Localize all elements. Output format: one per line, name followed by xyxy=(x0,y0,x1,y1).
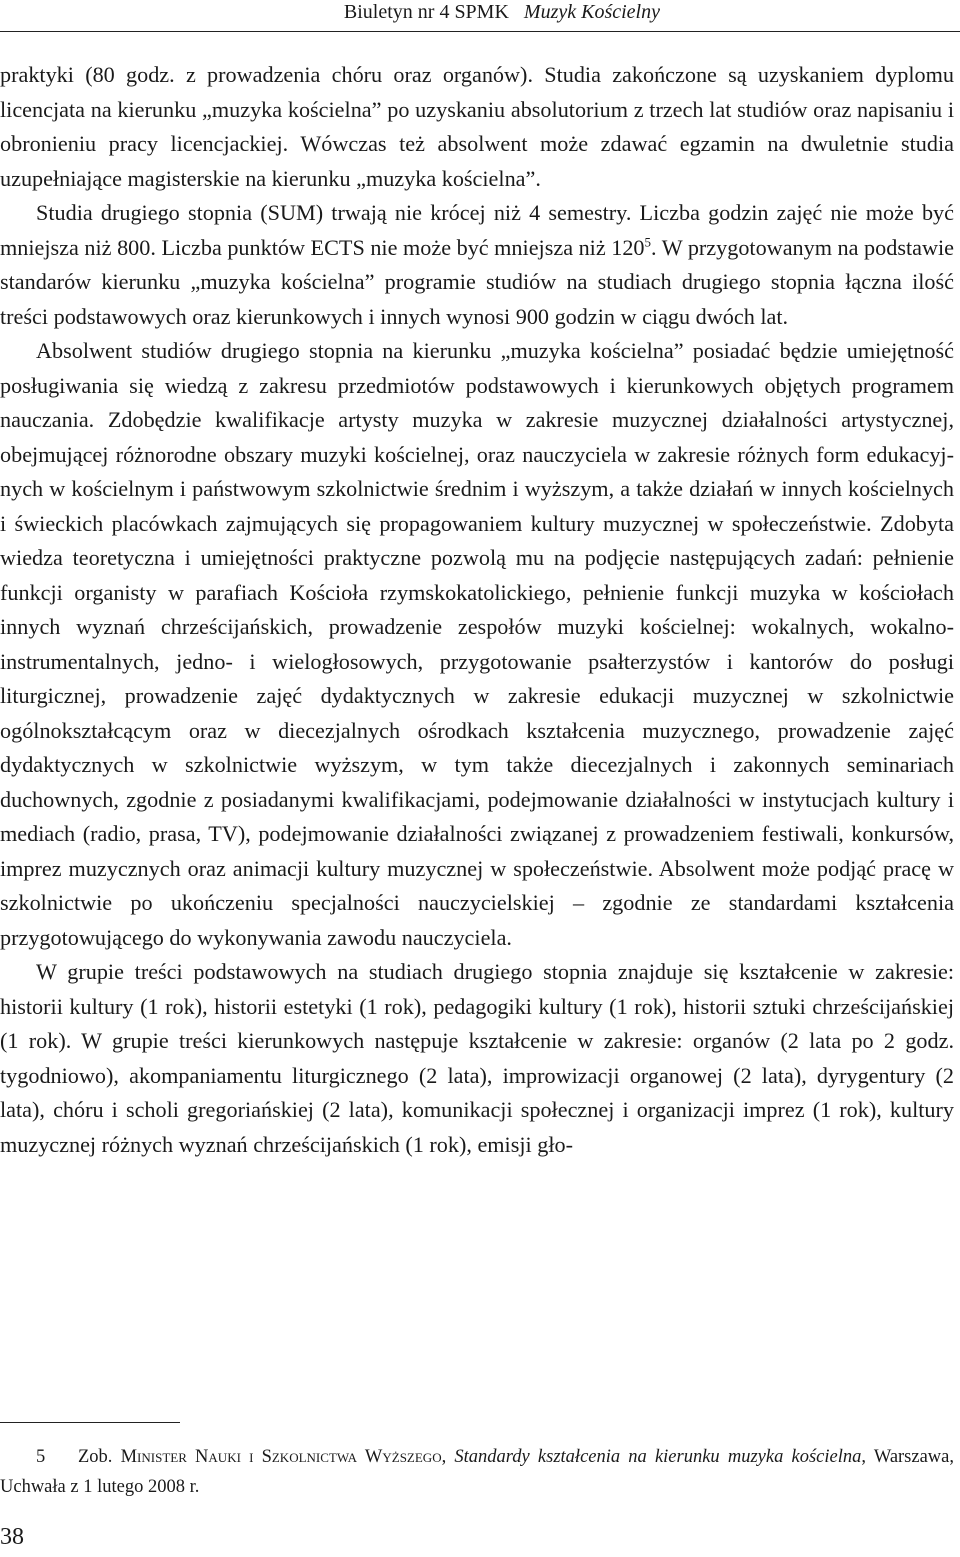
footnote-rule xyxy=(0,1422,180,1423)
paragraph-3: Absolwent studiów drugiego stopnia na kierunku „muzyka kościelna” posiadać będzie umiejętność posługiwania się wiedzą z zakresu przedmiotów podstawowych i kierunkowych objętych programem nauczania. Zdobędzie kwalifikacje artysty muzyka w zakresie muzycznej działalności artystycznej, obejmującej różnorodne obszary muzyki kościelnej, oraz nauczyciela w zakresie różnych form edukacyjnych w kościelnym i państwowym szkolnictwie średnim i wyższym, a także działań w innych kościelnych i świeckich placówkach zajmujących się propagowaniem kultury muzycznej w społeczeństwie. Zdobyta wiedza teoretyczna i umiejętności praktyczne pozwolą mu na podjęcie następujących zadań: pełnienie funkcji organisty w parafiach Kościoła rzymskokatolickiego, pełnienie funkcji muzyka w kościołach innych wyznań chrześcijańskich, prowadzenie zespołów muzyki kościelnej: wokalnych, wokalno-instrumentalnych, jedno- i wielogłosowych, przygotowanie psałterzystów i kantorów do posługi liturgicznej, prowadzenie zajęć dydaktycznych w zakresie edukacji muzycznej w szkolnictwie ogólnokształcącym oraz w diecezjalnych ośrodkach kształcenia muzycznego, prowadzenie zajęć dydaktycznych w szkolnictwie wyższym, w tym także diecezjalnych i zakonnych seminariach duchownych, zgodnie z posiadanymi kwalifikacjami, podejmowanie działalności w instytucjach kultury i mediach (radio, prasa, TV), podejmowanie działalności związanej z prowadzeniem festiwali, konkursów, imprez muzycznych oraz animacji kultury muzycznej w społeczeństwie. Absolwent może podjąć pracę w szkolnictwie po ukończeniu specjalności nauczycielskiej – zgodnie ze standardami kształcenia przygotowującego do wykonywania zawodu nauczyciela. xyxy=(0,338,954,950)
page-number: 38 xyxy=(0,1524,24,1550)
footnote-title: Standardy kształcenia na kierunku muzyka kościelna xyxy=(454,1447,862,1467)
footnote-author: Minister Nauki i Szkolnictwa Wyższego xyxy=(120,1447,442,1467)
journal-title: Muzyk Kościelny xyxy=(523,1,660,23)
body-text xyxy=(0,58,954,1162)
header-text xyxy=(344,0,660,24)
paragraph-2: Studia drugiego stopnia (SUM) trwają nie krócej niż 4 semestry. Liczba godzin zajęć nie może być mniejsza niż 800. Liczba punktów ECTS nie może być mniejsza niż $120^5$. W przygotowanym na podstawie standarów kierunku „muzyka kościelna” programie studiów na studiach drugiego stopnia łączna ilość treści podstawowych oraz kierunkowych i innych wynosi 900 godzin w ciągu dwóch lat. xyxy=(0,200,955,329)
header-rule xyxy=(0,31,960,32)
footnote-zob: Zob. xyxy=(78,1447,113,1467)
footnote-ref[interactable]: 5 xyxy=(644,234,652,250)
paragraph-1: praktyki (80 godz. z prowadzenia chóru oraz organów). Studia zakończone są uzyskaniem dyplomu licencjata na kierunku „muzyka kościelna” po uzyskaniu absolutorium z trzech lat studiów oraz napisaniu i obronieniu pracy licencjackiej. Wówczas też absolwent może zdawać egzamin na dwuletnie studia uzupełniające magisterskie na kierunku „muzyka kościelna”. xyxy=(0,62,954,191)
running-header xyxy=(0,0,960,32)
paragraph-4: W grupie treści podstawowych na studiach drugiego stopnia znajduje się kształcenie w zakresie: historii kultury (1 rok), historii estetyki (1 rok), pedagogiki kultury (1 rok), historii sztuki chrześcijańskiej (1 rok). W grupie treści kierunkowych następuje kształcenie w zakresie: organów (2 lata po 2 godz. tygodniowo), akompaniamentu liturgicznego (2 lata), improwizacji organowej (2 lata), dyrygentury (2 lata), chóru i scholi gregoriańskiej (2 lata), komunikacji społecznej i organizacji imprez (1 rok), kultury muzycznej różnych wyznań chrześcijańskich (1 rok), emisji gło- xyxy=(0,959,954,1157)
footnote-number: 5 xyxy=(36,1447,46,1467)
footnote: 5 Zob. Minister Nauki i Szkolnictwa Wyższego, Standardy kształcenia na kierunku muzyka kościelna, Warszawa, Uchwała z 1 lutego 2008 r. xyxy=(0,1442,954,1502)
journal-name: Biuletyn nr 4 SPMK xyxy=(343,1,509,23)
footnote-rest: , Warszawa, Uchwała z 1 lutego 2008 r. xyxy=(0,1447,955,1497)
